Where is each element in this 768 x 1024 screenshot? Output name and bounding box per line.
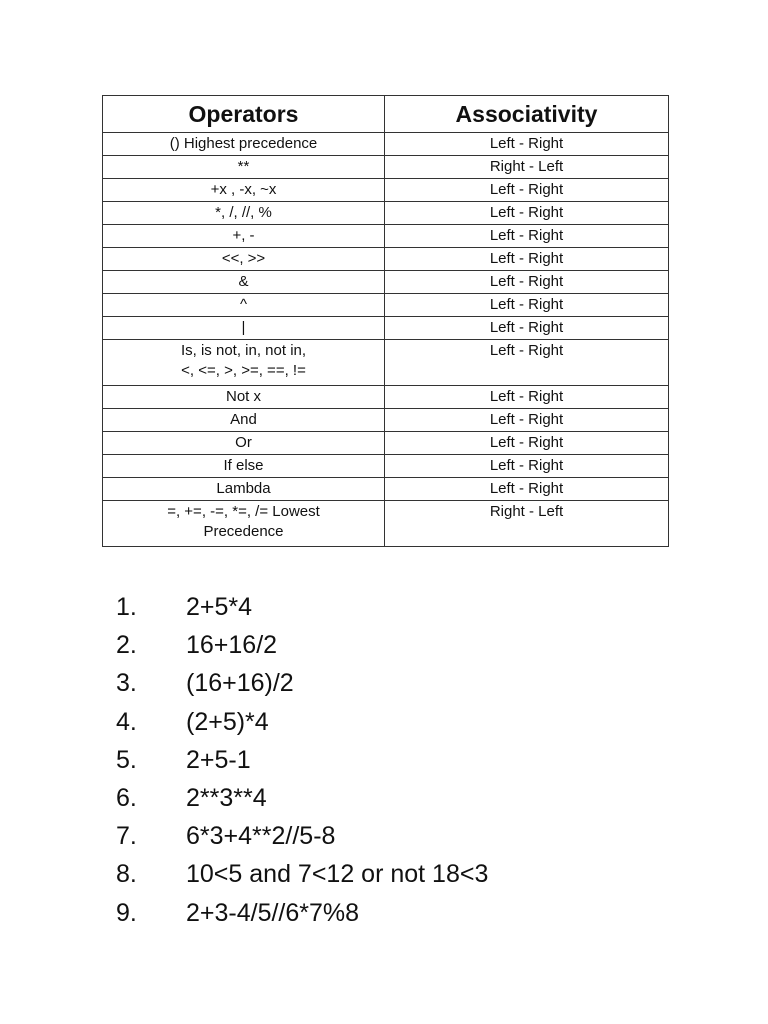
exercise-number: 9. xyxy=(116,898,137,927)
operator-text: If else xyxy=(223,457,264,474)
associativity-header: Associativity xyxy=(385,96,669,133)
table-header-row xyxy=(103,96,669,133)
operators-header: Operators xyxy=(103,96,385,133)
associativity-cell: Left - Right xyxy=(385,133,669,156)
associativity-cell: Left - Right xyxy=(385,432,669,455)
operator-text: | xyxy=(241,319,246,336)
exercise-expression: (16+16)/2 xyxy=(186,669,294,698)
exercise-number: 7. xyxy=(116,822,137,851)
exercise-item xyxy=(116,741,488,779)
exercise-item xyxy=(116,664,488,702)
operator-cell xyxy=(103,202,385,225)
operator-text: Lambda xyxy=(216,480,271,497)
exercise-number: 1. xyxy=(116,593,137,621)
operator-text: Is, is not, in, not in, xyxy=(180,342,307,359)
associativity-cell: Right - Left xyxy=(385,156,669,179)
associativity-cell: Right - Left xyxy=(385,501,669,547)
associativity-cell: Left - Right xyxy=(385,455,669,478)
table-row xyxy=(103,248,669,271)
exercise-item xyxy=(116,626,488,664)
table-row xyxy=(103,179,669,202)
associativity-cell: Left - Right xyxy=(385,248,669,271)
exercise-number: 8. xyxy=(116,860,137,889)
table-row xyxy=(103,202,669,225)
operator-cell xyxy=(103,478,385,501)
exercise-item xyxy=(116,855,488,893)
associativity-cell: Left - Right xyxy=(385,317,669,340)
exercise-expression: 2+5-1 xyxy=(186,745,251,774)
associativity-cell: Left - Right xyxy=(385,340,669,386)
table-row xyxy=(103,225,669,248)
table-body xyxy=(103,133,669,547)
operator-text: <, <=, >, >=, ==, != xyxy=(181,362,306,379)
exercise-item xyxy=(116,779,488,817)
table-row xyxy=(103,294,669,317)
operator-cell xyxy=(103,317,385,340)
associativity-cell: Left - Right xyxy=(385,202,669,225)
table-row xyxy=(103,271,669,294)
exercise-item xyxy=(116,703,488,741)
operator-cell xyxy=(103,179,385,202)
operator-cell xyxy=(103,294,385,317)
operator-text: ** xyxy=(237,158,250,175)
table-row xyxy=(103,156,669,179)
operator-cell xyxy=(103,271,385,294)
associativity-cell: Left - Right xyxy=(385,409,669,432)
operator-cell xyxy=(103,133,385,156)
operator-precedence-table xyxy=(102,95,669,547)
exercise-expression: (2+5)*4 xyxy=(186,707,269,736)
operator-text: =, +=, -=, *=, /= Lowest xyxy=(167,503,320,520)
table-row xyxy=(103,317,669,340)
operator-text: Precedence xyxy=(203,523,284,540)
operator-text: <<, >> xyxy=(221,250,266,267)
operator-cell xyxy=(103,386,385,409)
operator-cell xyxy=(103,156,385,179)
operator-text: *, /, //, % xyxy=(215,204,272,221)
exercise-expression: 16+16/2 xyxy=(186,631,278,660)
exercise-number: 3. xyxy=(116,669,137,698)
exercise-item xyxy=(116,817,488,855)
operator-cell xyxy=(103,248,385,271)
exercise-expression: 2+3-4/5//6*7%8 xyxy=(186,898,360,927)
exercise-item xyxy=(116,894,488,932)
associativity-cell: Left - Right xyxy=(385,225,669,248)
table-row xyxy=(103,409,669,432)
operator-cell xyxy=(103,501,385,547)
table-row xyxy=(103,455,669,478)
exercise-expression: 2**3**4 xyxy=(186,783,267,812)
exercise-item xyxy=(116,588,488,626)
associativity-cell: Left - Right xyxy=(385,294,669,317)
operator-text: ^ xyxy=(239,296,248,313)
operator-cell xyxy=(103,455,385,478)
exercise-number: 5. xyxy=(116,745,137,774)
operator-text: And xyxy=(230,411,257,428)
exercise-number: 2. xyxy=(116,631,137,660)
operator-text: () Highest precedence xyxy=(169,135,318,152)
operator-text: +x , -x, ~x xyxy=(210,181,277,198)
operator-cell xyxy=(103,225,385,248)
table-row xyxy=(103,133,669,156)
table-row xyxy=(103,340,669,386)
operator-cell xyxy=(103,432,385,455)
operator-text: Not x xyxy=(225,388,261,405)
associativity-cell: Left - Right xyxy=(385,478,669,501)
operator-text: & xyxy=(238,273,249,290)
table-row xyxy=(103,478,669,501)
exercise-expression: 10<5 and 7<12 or not 18<3 xyxy=(186,860,489,889)
operator-text: +, - xyxy=(232,227,255,244)
operator-cell xyxy=(103,409,385,432)
exercise-number: 4. xyxy=(116,707,137,736)
operator-cell xyxy=(103,340,385,386)
exercise-expression: 2+5*4 xyxy=(186,593,253,621)
table-row xyxy=(103,501,669,547)
associativity-cell: Left - Right xyxy=(385,179,669,202)
operator-text: Or xyxy=(235,434,252,451)
associativity-cell: Left - Right xyxy=(385,386,669,409)
exercise-number: 6. xyxy=(116,783,137,812)
table-row xyxy=(103,432,669,455)
table-row xyxy=(103,386,669,409)
exercise-expression: 6*3+4**2//5-8 xyxy=(186,822,336,851)
associativity-cell: Left - Right xyxy=(385,271,669,294)
exercise-list xyxy=(116,588,488,932)
